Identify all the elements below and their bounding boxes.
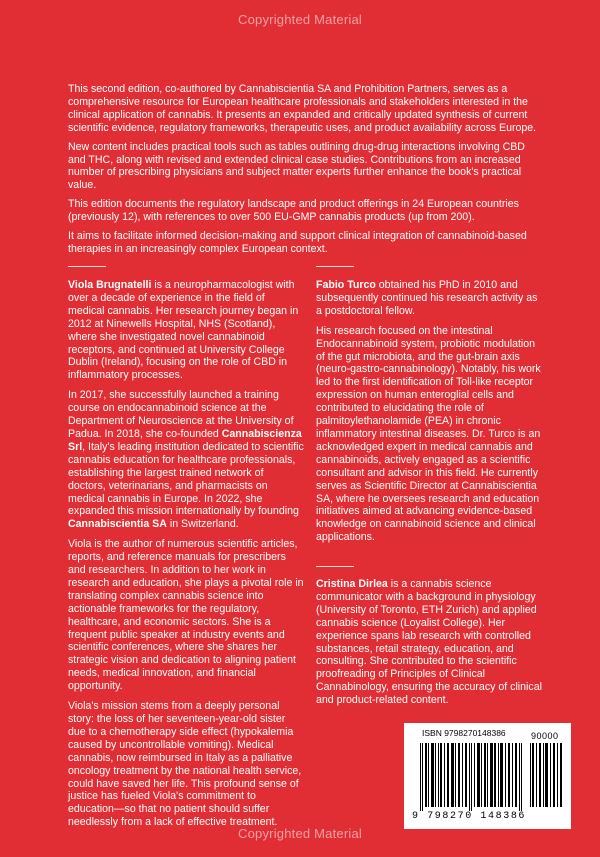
author-bio-brugnatelli: [68, 279, 304, 836]
intro-paragraph-3: This edition documents the regulatory landscape and product offerings in 24 European countries (previously 12), with references to over 500 EU-GMP cannabis products (up from 200).: [68, 198, 519, 224]
divider-right: [316, 266, 354, 267]
isbn-barcode: [404, 723, 571, 829]
bio-text: obtained his PhD in 2010 and subsequently continued his research activity as a postdoctoral fellow.: [316, 279, 538, 317]
ean-barcode-bars: [420, 743, 524, 811]
watermark-top: Copyrighted Material: [238, 12, 362, 27]
bio-text: in Switzerland.: [166, 518, 239, 531]
org-name: Cannabiscienza Srl: [68, 427, 302, 453]
bio-paragraph-1: [68, 279, 304, 382]
ean-digits: 9 798270 148386: [412, 811, 527, 822]
bio-paragraph-3: Viola is the author of numerous scientific articles, reports, and reference manuals for prescribers and researchers. In addition to her work in research and education, she plays a pivotal role in translating complex cannabis science into actionable frameworks for the regulatory, healthcare, and economic sectors. She is a frequent public speaker at industry events and scientific conferences, where she shares her strategic vision and dedication to aligning patient needs, medical innovation, and financial opportunity.: [68, 538, 304, 693]
intro-paragraph-2: New content includes practical tools such as tables outlining drug-drug interactions involving CBD and THC, along with revised and extended clinical case studies. Contributions from an increased number of prescribing physicians and subject matter experts further enhance the book's practical value.: [68, 140, 525, 192]
bio-paragraph-2: [68, 389, 304, 531]
price-code: 90000: [531, 731, 559, 741]
author-bio-dirlea: [316, 578, 546, 714]
author-name: Cristina Dirlea: [316, 578, 388, 590]
bio-paragraph-1: [316, 578, 546, 707]
bio-paragraph-2: His research focused on the intestinal Endocannabinoid system, probiotic modulation of the gut microbiota, and the gut-brain axis (neuro-gastro-cannabinology). Notably, his work led to the first identification of Toll-like receptor expression on human enteroglial cells and contributed to elucidating the role of palmitoylethanolamide (PEA) in chronic inflammatory intestinal diseases. Dr. Turco is an acknowledged expert in medical cannabis and cannabinoids, actively engaged as a scientific consultant and advisor in this field. He currently serves as Scientific Director at Cannabiscientia SA, where he oversees research and education initiatives aimed at advancing evidence-based knowledge on cannabinoid science and clinical applications.: [316, 324, 541, 544]
bio-text: In 2017, she successfully launched a training course on endocannabinoid science at the Department of Neuroscience at the University of Padua. In 2018, she co-founded: [68, 389, 294, 440]
bio-text: is a neuropharmacologist with over a decade of experience in the field of medical cannabis. Her research journey began in 2012 at Ninewells Hospital, NHS (Scotland), where she investigated novel cannabinoid receptors, and continued at University College Dublin (Ireland), focusing on the role of CBD in inflammatory processes.: [68, 279, 299, 382]
intro-blurb: [68, 83, 538, 262]
intro-paragraph-4: It aims to facilitate informed decision-making and support clinical integration of cannabinoid-based therapies in an increasingly complex European context.: [68, 230, 527, 255]
watermark-bottom: Copyrighted Material: [238, 826, 362, 841]
bio-text: is a cannabis science communicator with a background in physiology (University of Toronto, ETH Zurich) and applied cannabis science (Loyalist College). Her experience spans lab research with controlled substances, retail strategy, education, and consulting. She contributed to the scientific proofreading of Principles of Clinical Cannabinology, ensuring the accuracy of clinical and product-related content.: [316, 578, 542, 707]
bio-text: , Italy's leading institution dedicated to scientific cannabis education for healthcare professionals, establishing the largest trained network of doctors, veterinarians, and pharmacists on medical cannabis in Europe. In 2022, she expanded this mission internationally by founding: [68, 440, 304, 518]
author-name: Viola Brugnatelli: [68, 279, 152, 291]
divider-left: [68, 266, 106, 267]
author-bio-turco: [316, 279, 546, 551]
org-name: Cannabiscientia SA: [68, 518, 167, 531]
intro-paragraph-1: This second edition, co-authored by Cannabiscientia SA and Prohibition Partners, serves as a comprehensive resource for European healthcare professionals and stakeholders interested in the clinical application of cannabis. It presents an expanded and critically updated synthesis of current scientific evidence, regulatory frameworks, therapeutic uses, and product availability across Europe.: [68, 83, 537, 134]
divider-right-lower: [316, 566, 354, 567]
author-name: Fabio Turco: [316, 279, 376, 291]
bio-paragraph-4: Viola's mission stems from a deeply personal story: the loss of her seventeen-year-old sister due to a chemotherapy side effect (hypokalemia caused by uncontrollable vomiting). Medical cannabis, now reimbursed in Italy as a palliative oncology treatment by the national health service, could have saved her life. This profound sense of justice has fueled Viola's commitment to education—so that no patient should suffer needlessly from a lack of effective treatment.: [68, 700, 302, 829]
isbn-label: ISBN 9798270148386: [422, 728, 506, 738]
bio-paragraph-1: [316, 279, 546, 318]
price-addon-bars: [530, 743, 564, 807]
